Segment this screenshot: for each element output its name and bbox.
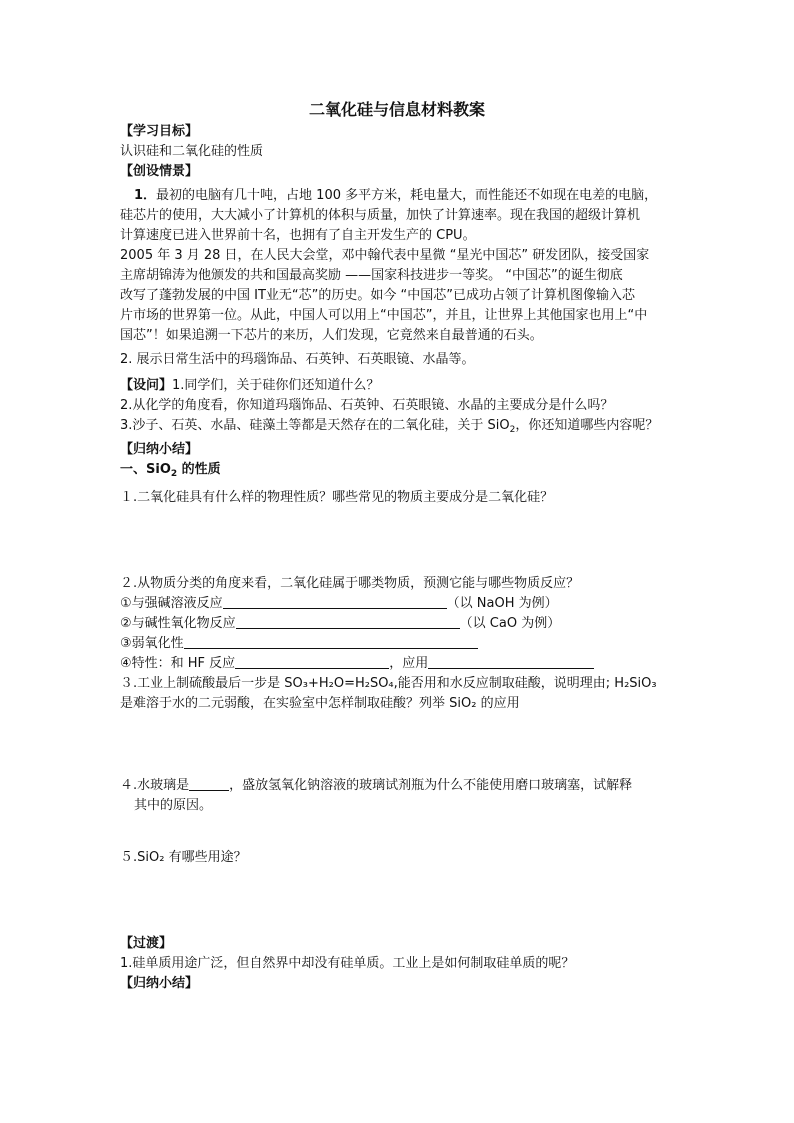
- summary-item-1: １.二氧化硅具有什么样的物理性质？哪些常见的物质主要成分是二氧化硅？: [120, 490, 554, 505]
- answer-blank[interactable]: [223, 594, 447, 609]
- summary-header: 【归纳小结】: [120, 442, 199, 457]
- scenario-line: 国芯”！如果追溯一下芯片的来历，人们发现，它竟然来自最普通的石头。: [120, 328, 543, 343]
- scenario-paragraph-1: [120, 186, 680, 246]
- goals-header: 【学习目标】: [120, 124, 199, 139]
- answer-blank[interactable]: [428, 654, 594, 669]
- page-title: 二氧化硅与信息材料教案: [308, 100, 485, 119]
- scenario-line: 改写了蓬勃发展的中国 IT业无“芯”的历史。如今 “中国芯”已成功占领了计算机图像输入芯: [120, 288, 635, 303]
- summary-2-header: 【归纳小结】: [120, 976, 199, 991]
- summary-item-5: ５.SiO₂ 有哪些用途？: [120, 850, 247, 865]
- reaction-4: ④特性：和 HF 反应 ，应用: [120, 654, 680, 674]
- scenario-line: 最初的电脑有几十吨，占地 100 多平方米，耗电量大，而性能还不如现在电差的电脑，: [156, 188, 658, 203]
- scenario-line: 片市场的世界第一位。从此，中国人可以用上“中国芯”，并且，让世界上其他国家也用上“中: [120, 308, 648, 323]
- question-3: 3.沙子、石英、水晶、硅藻土等都是天然存在的二氧化硅，关于 SiO$_2$，你还知道哪些内容呢？: [120, 418, 659, 435]
- question-2: 2.从化学的角度看，你知道玛瑙饰品、石英钟、石英眼镜、水晶的主要成分是什么吗？: [120, 398, 614, 413]
- document-content: [120, 98, 680, 994]
- scenario-paragraph-2: [120, 246, 680, 346]
- question-1: 1.同学们，关于硅你们还知道什么？: [172, 378, 380, 393]
- summary-item-2: ２.从物质分类的角度来看，二氧化硅属于哪类物质，预测它能与哪些物质反应？: [120, 576, 580, 591]
- reaction-2: ②与碱性氧化物反应 （以 CaO 为例）: [120, 616, 561, 631]
- scenario-line: 主席胡锦涛为他颁发的共和国最高奖励 ——国家科技进步一等奖。 “中国芯”的诞生彻底: [120, 268, 623, 283]
- summary-item-3-continued: 是难溶于水的二元弱酸，在实验室中怎样制取硅酸？列举 SiO₂ 的应用: [120, 696, 520, 711]
- answer-blank[interactable]: [236, 614, 460, 629]
- answer-blank[interactable]: [235, 654, 389, 669]
- scenario-item-2: 2. 展示日常生活中的玛瑙饰品、石英钟、石英眼镜、水晶等。: [120, 352, 475, 367]
- summary-item-4: ４.水玻璃是 ，盛放氢氧化钠溶液的玻璃试剂瓶为什么不能使用磨口玻璃塞，试解释: [120, 778, 633, 793]
- answer-blank[interactable]: [184, 634, 478, 649]
- goals-text: 认识硅和二氧化硅的性质: [120, 144, 264, 159]
- reaction-1: ①与强碱溶液反应 （以 NaOH 为例）: [120, 596, 558, 611]
- summary-item-3: ３.工业上制硫酸最后一步是 SO₃+H₂O=H₂SO₄,能否用和水反应制取硅酸，说明理由; H₂SiO₃: [120, 676, 657, 691]
- sio2-properties-heading: 一、SiO$_2$ 的性质: [120, 462, 221, 479]
- scenario-header: 【创设情景】: [120, 164, 199, 179]
- reaction-3: ③弱氧化性: [120, 634, 680, 654]
- scenario-line: 硅芯片的使用，大大减小了计算机的体积与质量，加快了计算速率。现在我国的超级计算机: [120, 208, 641, 223]
- summary-item-4-continued: 其中的原因。: [134, 798, 213, 813]
- answer-blank[interactable]: [189, 776, 229, 791]
- scenario-line: 2005 年 3 月 28 日，在人民大会堂，邓中翰代表中星微 “星光中国芯” 研发团队，接受国家: [120, 248, 650, 263]
- question-1-line: [120, 376, 680, 396]
- questions-header: 【设问】: [120, 378, 173, 393]
- transition-question-1: 1.硅单质用途广泛，但自然界中却没有硅单质。工业上是如何制取硅单质的呢？: [120, 956, 575, 971]
- scenario-line: 计算速度已进入世界前十名，也拥有了自主开发生产的 CPU。: [120, 228, 476, 243]
- scenario-item-number: 1．: [134, 188, 157, 203]
- transition-header: 【过渡】: [120, 936, 173, 951]
